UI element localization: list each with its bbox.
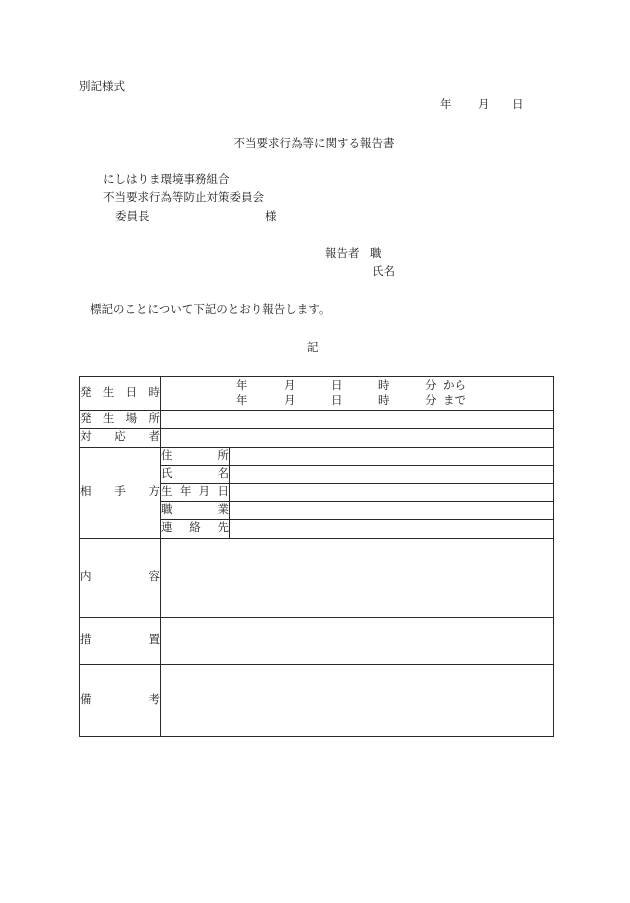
- counterparty-contact-label: 連絡先: [161, 522, 229, 535]
- row-measures: [80, 618, 554, 665]
- row-remarks: [80, 665, 554, 737]
- from-hour-unit: 時: [378, 379, 390, 392]
- counterparty-label: 相手方: [80, 486, 160, 499]
- counterparty-name-value-cell: [230, 466, 554, 484]
- counterparty-contact-label-cell: [161, 520, 230, 539]
- row-counterparty-address: [80, 448, 554, 466]
- handler-value-cell: [161, 429, 554, 448]
- occurrence-datetime-cell: [161, 377, 554, 411]
- counterparty-address-value-cell: [230, 448, 554, 466]
- counterparty-address-label: 住所: [161, 449, 229, 462]
- counterparty-contact-value-cell: [230, 520, 554, 539]
- report-table: [79, 376, 554, 737]
- datetime-from-line: [161, 379, 553, 394]
- place-label: 発生場所: [80, 412, 160, 425]
- intro-text: 標記のことについて下記のとおり報告します。: [90, 304, 331, 316]
- counterparty-birthdate-label-cell: [161, 484, 230, 502]
- datetime-to-line: [161, 394, 553, 409]
- ki-heading: 記: [307, 342, 319, 354]
- from-month-unit: 月: [284, 379, 296, 392]
- content-label: 内容: [80, 571, 160, 584]
- document-title: 不当要求行為等に関する報告書: [233, 138, 395, 150]
- date-year-unit: 年: [440, 99, 452, 111]
- to-suffix: まで: [443, 394, 466, 407]
- to-month-unit: 月: [284, 394, 296, 407]
- counterparty-occupation-label: 職業: [161, 503, 229, 516]
- row-handler: [80, 429, 554, 448]
- form-label: 別記様式: [79, 81, 125, 93]
- counterparty-birthdate-value-cell: [230, 484, 554, 502]
- to-year-unit: 年: [236, 394, 248, 407]
- counterparty-birthdate-label: 生年月日: [161, 485, 229, 498]
- to-minute-unit: 分: [425, 394, 437, 407]
- remarks-value-cell: [161, 665, 554, 737]
- date-line: [0, 100, 630, 112]
- to-day-unit: 日: [331, 394, 343, 407]
- content-label-cell: [80, 539, 161, 618]
- from-day-unit: 日: [331, 379, 343, 392]
- handler-label-cell: [80, 429, 161, 448]
- row-place: [80, 411, 554, 429]
- place-value-cell: [161, 411, 554, 429]
- row-occurrence-datetime: [80, 377, 554, 411]
- addressee-honorific: 様: [265, 211, 277, 223]
- addressee-org: にしはりま環境事務組合: [103, 174, 230, 186]
- counterparty-address-label-cell: [161, 448, 230, 466]
- from-minute-unit: 分: [425, 379, 437, 392]
- counterparty-name-label: 氏名: [161, 467, 229, 480]
- addressee-position: 委員長: [115, 211, 150, 223]
- remarks-label: 備考: [80, 693, 160, 706]
- counterparty-name-label-cell: [161, 466, 230, 484]
- to-hour-unit: 時: [378, 394, 390, 407]
- from-year-unit: 年: [236, 379, 248, 392]
- from-suffix: から: [443, 379, 466, 392]
- date-month-unit: 月: [478, 99, 490, 111]
- counterparty-occupation-value-cell: [230, 502, 554, 520]
- measures-value-cell: [161, 618, 554, 665]
- occurrence-label: 発生日時: [80, 386, 160, 399]
- row-content: [80, 539, 554, 618]
- addressee-committee: 不当要求行為等防止対策委員会: [103, 192, 264, 204]
- counterparty-label-cell: [80, 448, 161, 539]
- date-day-unit: 日: [512, 99, 524, 111]
- handler-label: 対応者: [80, 431, 160, 444]
- counterparty-occupation-label-cell: [161, 502, 230, 520]
- reporter-name-label: 氏名: [372, 266, 395, 278]
- reporter-post-label: 職: [370, 248, 382, 260]
- place-label-cell: [80, 411, 161, 429]
- remarks-label-cell: [80, 665, 161, 737]
- reporter-label: 報告者: [325, 248, 360, 260]
- measures-label: 措置: [80, 634, 160, 647]
- occurrence-label-cell: [80, 377, 161, 411]
- measures-label-cell: [80, 618, 161, 665]
- content-value-cell: [161, 539, 554, 618]
